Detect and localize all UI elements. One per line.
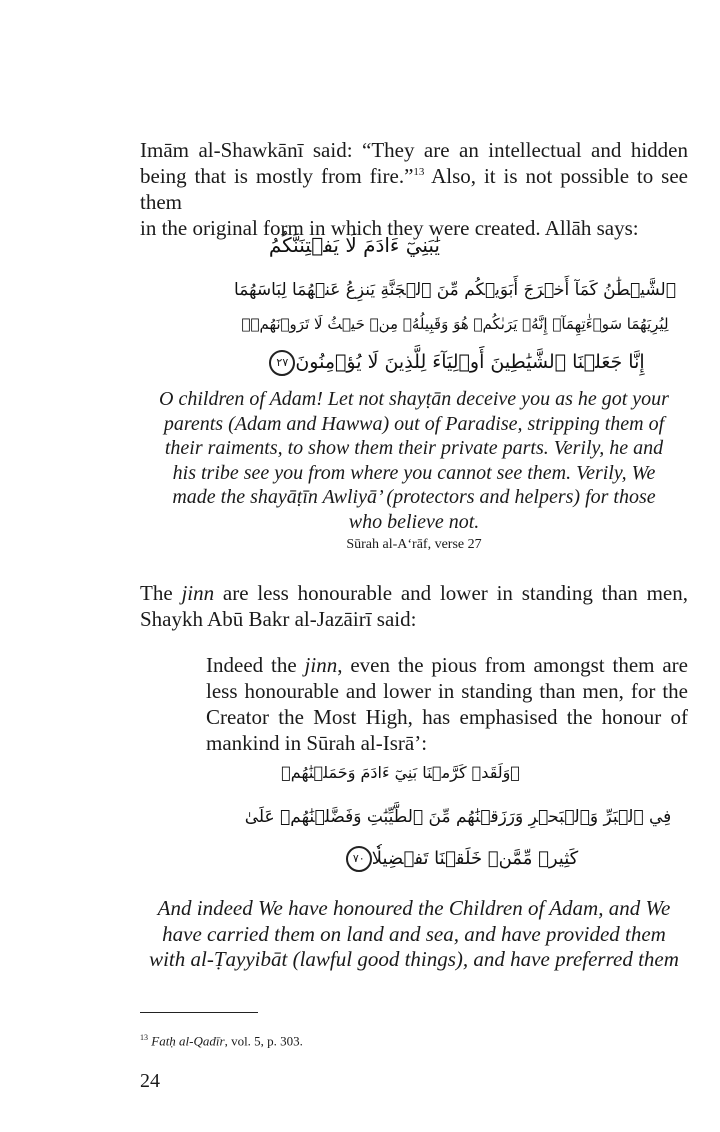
text-line: mankind in Sūrah al-Isrā’: [206,731,428,755]
surah-reference: Sūrah al-A‘rāf, verse 27 [346,537,482,552]
text-segment: being that is mostly from fire.” [140,164,414,188]
translation-line: have carried them on land and sea, and have provided them [162,921,666,946]
arabic-verse-line [235,342,675,382]
footnote-reference: 13 [413,166,425,178]
text-segment: Also, it is not possible to see them [140,164,688,214]
text-segment: , even the pious from amongst them are [337,653,688,677]
paragraph-jinn [140,580,688,632]
text-segment: are less honourable and lower in standing than men, [214,581,688,605]
footnote [140,1030,303,1049]
verse-number-marker: ٢٧ [269,350,295,376]
text-line: Creator the Most High, has emphasised the honour of [206,705,688,729]
translation-line: made the shayāṭīn Awliyā’ (protectors and helpers) for those [172,486,656,509]
footnote-text: , vol. 5, p. 303. [224,1033,303,1049]
arabic-text: إِنَّا جَعَلۡنَا ٱلشَّيَٰطِينَ أَوۡلِيَآءَ لِلَّذِينَ لَا يُؤۡمِنُونَ [295,351,645,373]
translation-line: with al-Ṭayyibāt (lawful good things), and have preferred them [149,947,679,971]
arabic-verse-line: لِيُرِيَهُمَا سَوۡءَٰتِهِمَآۚ إِنَّهُۥ يَرَىٰكُمۡ هُوَ وَقَبِيلُهُۥ مِنۡ حَيۡثُ لَا تَرَوۡنَهُمۡۗ [241,315,669,333]
page-number: 24 [140,1070,160,1092]
arabic-verse-line: فِي ٱلۡبَرِّ وَٱلۡبَحۡرِ وَرَزَقۡنَٰهُم مِّنَ ٱلطَّيِّبَٰتِ وَفَضَّلۡنَٰهُمۡ عَلَىٰ [244,807,672,827]
footnote-number: 13 [140,1033,148,1042]
verse-number-marker: ٧٠ [346,846,372,872]
translation-block [135,896,693,973]
arabic-text: كَثِيرٖ مِّمَّنۡ خَلَقۡنَا تَفۡضِيلٗا [371,848,579,869]
arabic-verse-line: يَٰبَنِيٓ ءَادَمَ لَا يَفۡتِنَنَّكُمُ [268,233,440,257]
translation-line: their raiments, to show them their private parts. Verily, he and [164,437,664,460]
footnote-title: Fatḥ al-Qadīr [151,1033,225,1049]
italic-term: jinn [304,653,338,677]
text-line: Shaykh Abū Bakr al-Jazāirī said: [140,607,417,631]
translation-line: his tribe see you from where you cannot see them. Verily, We [172,461,656,484]
footnote-divider [140,1012,258,1013]
translation-block [135,387,693,535]
text-segment: The [140,581,182,605]
text-line [140,580,688,606]
text-line: Imām al-Shawkānī said: “They are an intellectual and hidden [140,138,688,162]
text-line: less honourable and lower in standing than men, for the [206,679,688,703]
arabic-verse-line [310,839,610,879]
text-line [206,652,688,678]
translation-line: O children of Adam! Let not shayṭān deceive you as he got your [159,388,669,410]
translation-line: And indeed We have honoured the Children of Adam, and We [157,896,671,920]
translation-line: who believe not. [348,510,480,533]
italic-term: jinn [181,581,215,605]
arabic-verse-line: ۞وَلَقَدۡ كَرَّمۡنَا بَنِيٓ ءَادَمَ وَحَمَلۡنَٰهُمۡ [281,763,520,782]
text-segment: Indeed the [206,653,305,677]
text-line [140,163,688,215]
text-line: in the original form in which they were created. Allāh says: [140,216,639,240]
translation-line: parents (Adam and Hawwa) out of Paradise, stripping them of [163,412,665,435]
block-quote [206,652,688,756]
arabic-verse-line: ٱلشَّيۡطَٰنُ كَمَآ أَخۡرَجَ أَبَوَيۡكُم مِّنَ ٱلۡجَنَّةِ يَنزِعُ عَنۡهُمَا لِبَاسَهُمَا [234,280,676,300]
